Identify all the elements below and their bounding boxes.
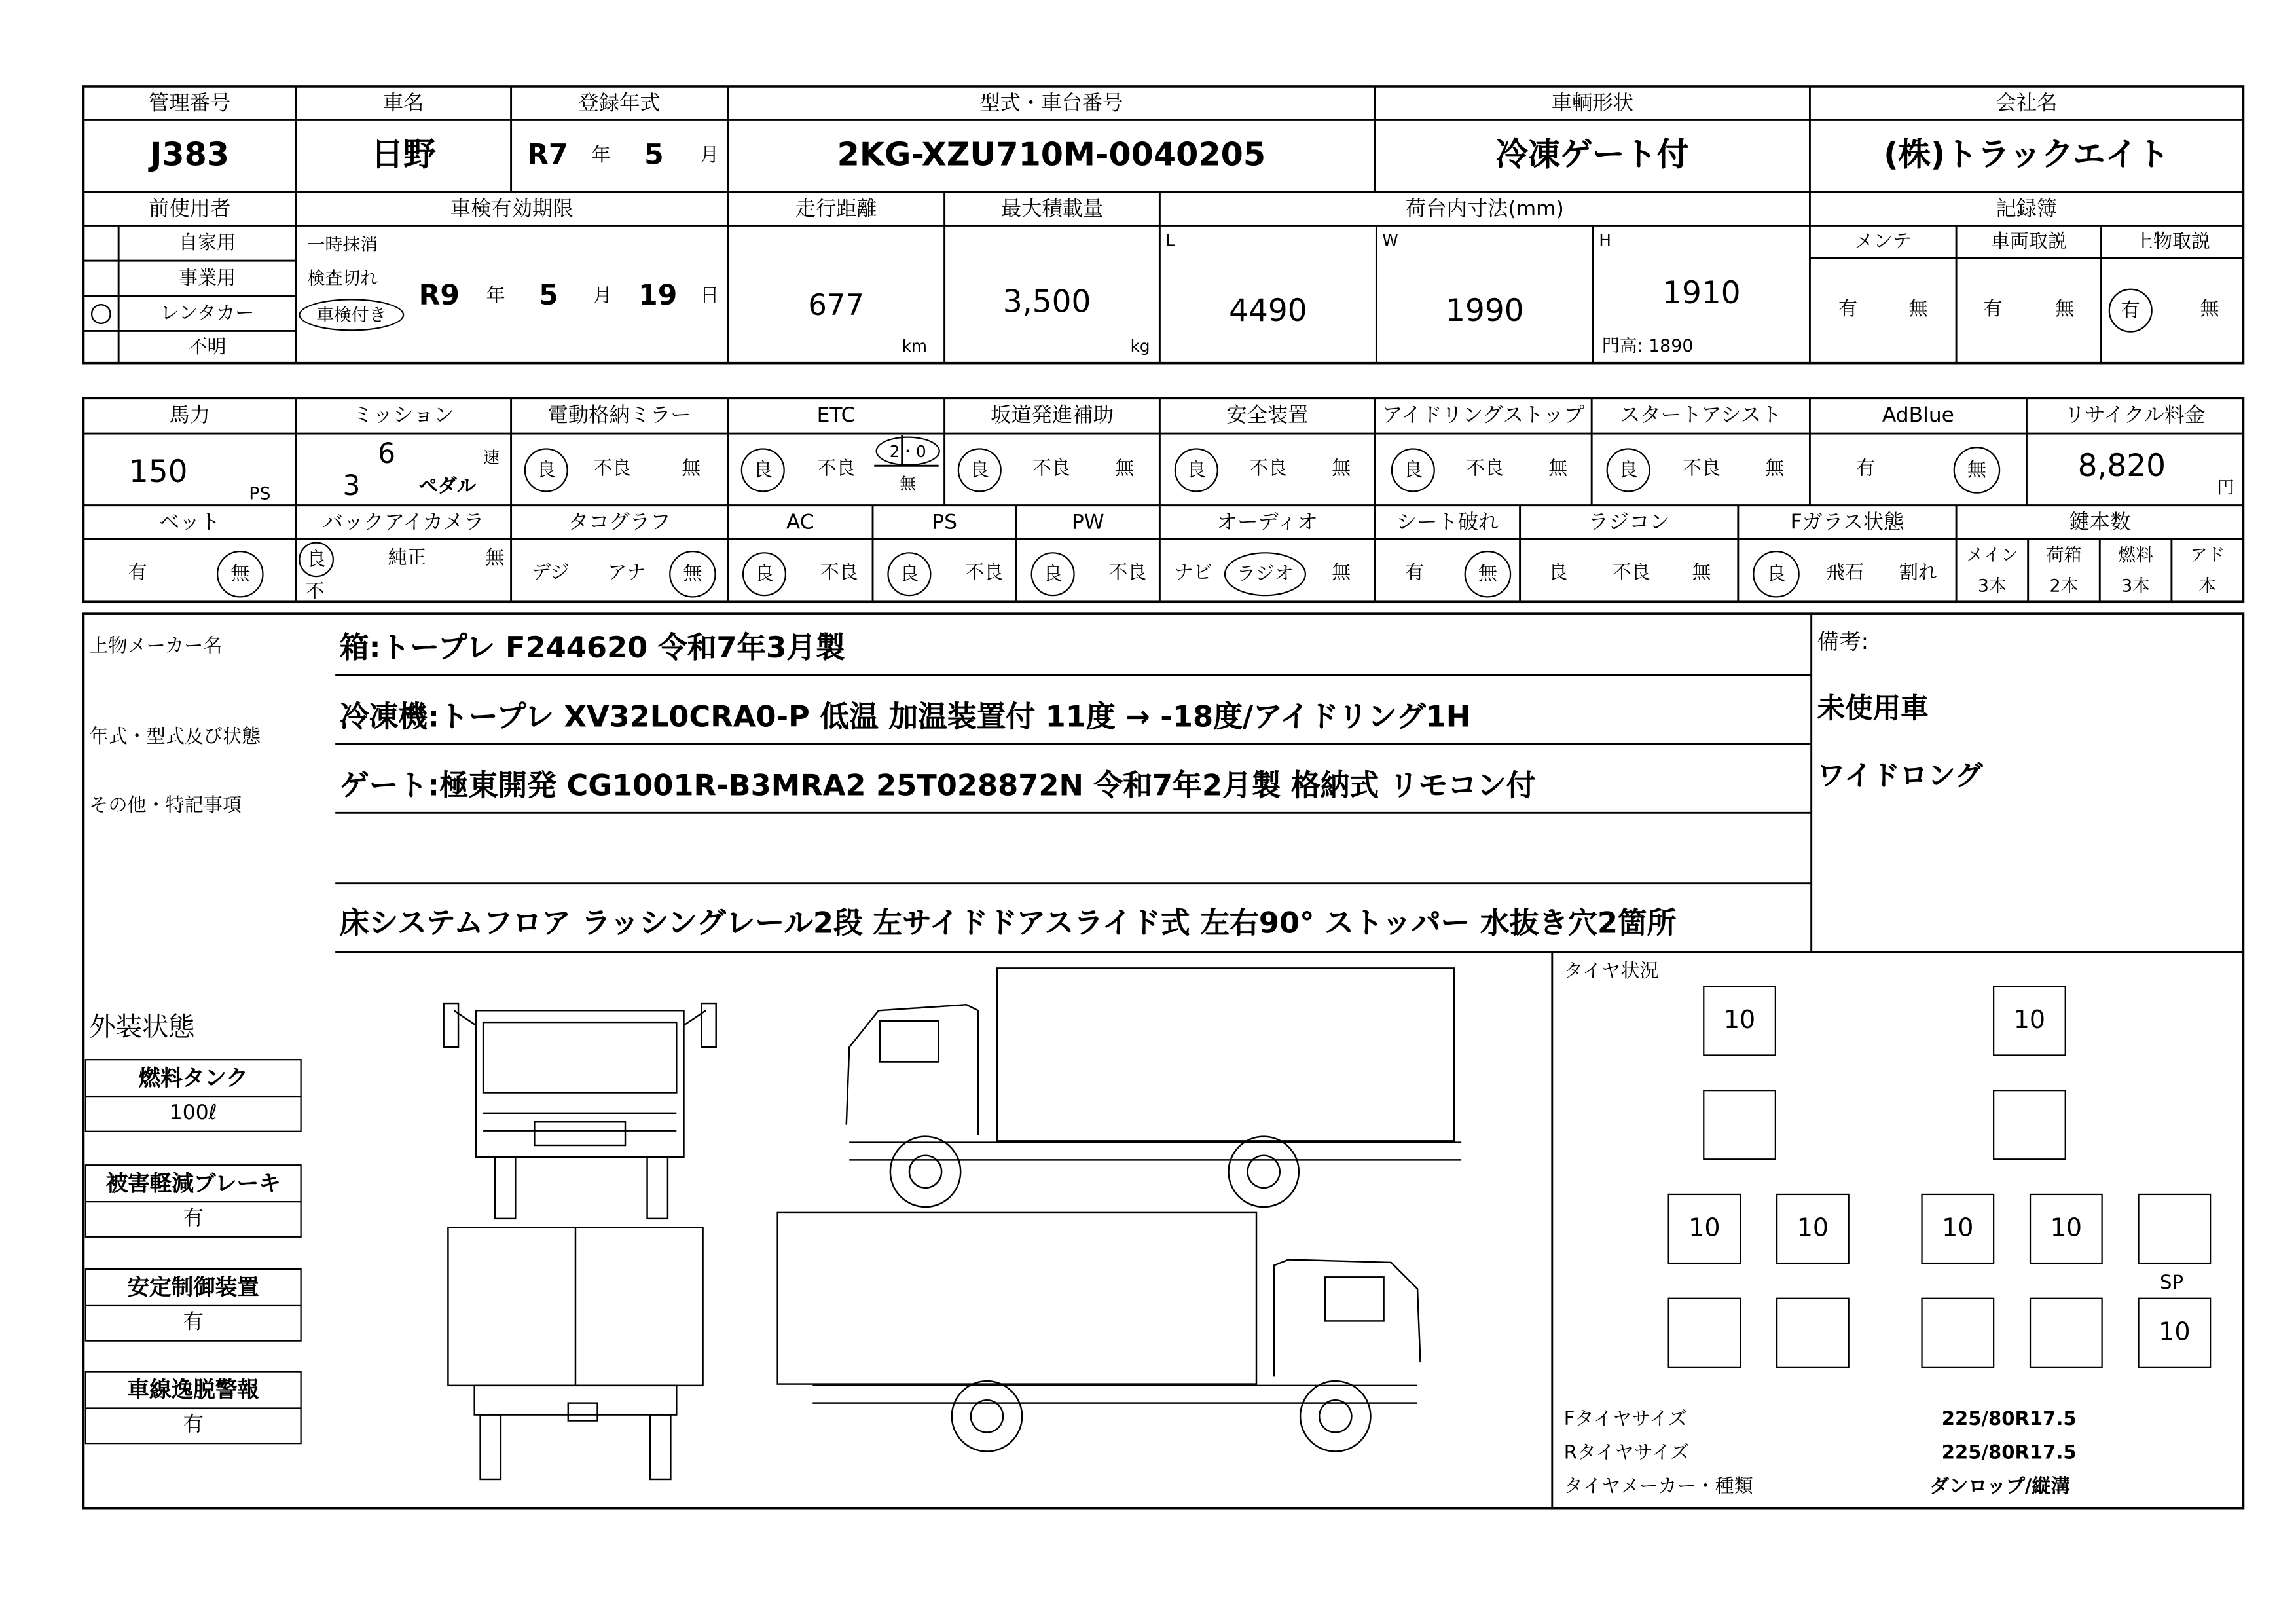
tire-box [1776, 1298, 1850, 1368]
header-records: 記録簿 [1995, 196, 2058, 221]
exterior-item-value: 有 [183, 1310, 204, 1335]
exterior-item-brake [85, 1164, 302, 1238]
reg-month: 5 [644, 138, 664, 171]
hill-none: 無 [1115, 457, 1135, 480]
records-body-no: 無 [2200, 298, 2219, 320]
glass-crack: 割れ [1899, 561, 1938, 584]
camera-genuine: 純正 [388, 547, 426, 569]
model-chassis: 2KG-XZU710M-0040205 [837, 137, 1266, 174]
records-maint-no: 無 [1908, 298, 1928, 320]
biko-line-2: ワイドロング [1817, 759, 1983, 792]
tire-box [2030, 1298, 2103, 1368]
tire-box [1703, 1090, 1776, 1160]
exterior-item-label: 安定制御装置 [86, 1270, 301, 1306]
truck-diagrams [444, 968, 1461, 1479]
records-header-body-manual: 上物取説 [2134, 231, 2211, 253]
user-type-business: 事業用 [178, 267, 236, 289]
seat-no: 無 [1465, 551, 1512, 598]
pw-good: 良 [1031, 552, 1075, 596]
hp-unit: PS [249, 483, 271, 504]
insp-year-unit: 年 [486, 285, 505, 307]
audio-navi: ナビ [1174, 561, 1212, 584]
mileage: 677 [808, 287, 864, 323]
exterior-title: 外装状態 [89, 1012, 195, 1043]
tire-title: タイヤ状況 [1563, 960, 1659, 982]
adblue-no: 無 [1954, 447, 2001, 494]
insp-day-unit: 日 [700, 285, 720, 307]
pw-bad: 不良 [1108, 561, 1147, 584]
header-ac: AC [786, 510, 814, 534]
exterior-item-value: 100ℓ [169, 1101, 217, 1125]
header-safety: 安全装置 [1226, 404, 1309, 428]
header-camera: バックアイカメラ [322, 510, 484, 534]
tire-box: 10 [1703, 986, 1776, 1056]
header-keys: 鍵本数 [2069, 510, 2131, 534]
keys-cargo: 2本 [2049, 575, 2079, 597]
keys-header-main: メイン [1965, 545, 2018, 566]
keys-main: 3本 [1977, 575, 2007, 597]
glass-chip: 飛石 [1826, 561, 1865, 584]
pedals-unit: ペダル [418, 475, 476, 498]
idle-bad: 不良 [1465, 457, 1504, 480]
tire-f-size-label: Fタイヤサイズ [1563, 1408, 1687, 1431]
label-year-model-state: 年式・型式及び状態 [89, 726, 261, 748]
mirror-bad: 不良 [592, 457, 631, 480]
header-management-no: 管理番号 [149, 91, 231, 115]
header-ps: PS [932, 510, 958, 534]
ac-good: 良 [742, 552, 786, 596]
records-header-maint: メンテ [1854, 231, 1912, 253]
remark-line-refrigerator: 冷凍機:トープレ XV32L0CRA0-P 低温 加温装置付 11度 → -18度/アイドリング1H [339, 698, 1471, 734]
selected-mark: ○ [89, 297, 113, 328]
hill-bad: 不良 [1032, 457, 1070, 480]
gears-unit: 速 [483, 447, 500, 467]
radicon-good: 良 [1548, 561, 1568, 584]
records-manual-no: 無 [2055, 298, 2075, 320]
header-etc: ETC [816, 404, 856, 428]
header-radicon: ラジコン [1588, 510, 1670, 534]
glass-good: 良 [1753, 551, 1800, 598]
camera-good: 良 [299, 542, 334, 578]
tire-box: 10 [1776, 1194, 1850, 1264]
remark-line-floor: 床システムフロア ラッシングレール2段 左サイドドアスライド式 左右90° ストッパー 水抜き穴2箇所 [339, 905, 1677, 940]
mileage-unit: km [902, 336, 927, 356]
remark-line-box: 箱:トープレ F244620 令和7年3月製 [339, 629, 845, 665]
start-good: 良 [1607, 448, 1650, 492]
audio-radio: ラジオ [1224, 552, 1306, 596]
hill-good: 良 [958, 448, 1002, 492]
tire-box: 10 [1993, 986, 2066, 1056]
header-mileage: 走行距離 [795, 196, 877, 221]
idle-none: 無 [1548, 457, 1568, 480]
adblue-yes: 有 [1855, 457, 1875, 480]
label-other-notes: その他・特記事項 [89, 794, 242, 817]
header-reg-year: 登録年式 [578, 91, 661, 115]
header-mirror: 電動格納ミラー [547, 404, 691, 428]
records-body-yes: 有 [2109, 289, 2153, 333]
tire-box: 10 [1921, 1194, 1994, 1264]
records-manual-yes: 有 [1983, 298, 2003, 320]
keys-adblue: 本 [2198, 575, 2217, 597]
keys-header-adblue: アド [2189, 545, 2225, 566]
company-name: (株)トラックエイト [1884, 137, 2170, 174]
tire-box: 10 [1667, 1194, 1741, 1264]
header-model: 型式・車台番号 [979, 91, 1123, 115]
etc-bad: 不良 [816, 457, 856, 480]
ps-good: 良 [887, 552, 931, 596]
mirror-none: 無 [682, 457, 701, 480]
label-body-maker: 上物メーカー名 [89, 635, 223, 657]
insp-day: 19 [638, 279, 678, 312]
records-maint-yes: 有 [1838, 298, 1858, 320]
keys-header-fuel: 燃料 [2118, 545, 2153, 566]
safety-none: 無 [1332, 457, 1351, 480]
header-pw: PW [1071, 510, 1104, 534]
start-none: 無 [1765, 457, 1785, 480]
header-cargo-dim: 荷台内寸法(mm) [1405, 196, 1564, 221]
audio-none: 無 [1332, 561, 1351, 584]
reg-year: R7 [527, 138, 568, 171]
header-bed: ベット [158, 510, 221, 534]
tire-box-spare: 10 [2138, 1298, 2211, 1368]
reg-year-unit: 年 [591, 144, 611, 166]
mirror-good: 良 [524, 448, 568, 492]
max-load: 3,500 [1002, 283, 1091, 319]
header-adblue: AdBlue [1882, 404, 1954, 428]
dim-l-value: 4490 [1229, 292, 1307, 327]
biko-label: 備考: [1817, 627, 1869, 654]
user-type-unknown: 不明 [188, 336, 227, 358]
header-mission: ミッション [352, 404, 454, 428]
header-shape: 車輌形状 [1551, 91, 1633, 115]
header-company: 会社名 [1995, 91, 2058, 115]
bed-no: 無 [217, 551, 264, 598]
etc-type: 2・0 [875, 437, 939, 466]
tire-sp-label: SP [2159, 1272, 2183, 1295]
bed-yes: 有 [128, 561, 147, 584]
tire-r-size-label: Rタイヤサイズ [1563, 1441, 1690, 1464]
idle-good: 良 [1391, 448, 1435, 492]
radicon-none: 無 [1692, 561, 1711, 584]
biko-line-1: 未使用車 [1817, 692, 1929, 724]
exterior-item-label: 被害軽減ブレーキ [86, 1166, 301, 1202]
tire-box [1921, 1298, 1994, 1368]
remark-line-gate: ゲート:極東開発 CG1001R-B3MRA2 25T028872N 令和7年2月製 格納式 リモコン付 [339, 767, 1536, 803]
dim-l-label: L [1165, 231, 1175, 250]
insp-opt-valid: 車検付き [299, 299, 404, 331]
ac-bad: 不良 [820, 561, 858, 584]
insp-opt-expired: 検査切れ [307, 268, 378, 289]
tire-maker: ダンロップ/縦溝 [1929, 1475, 2070, 1498]
tire-box [1993, 1090, 2066, 1160]
exterior-item-fuel [85, 1059, 302, 1132]
exterior-item-value: 有 [183, 1413, 204, 1437]
header-glass: Fガラス状態 [1790, 510, 1904, 534]
vehicle-shape: 冷凍ゲート付 [1495, 137, 1689, 174]
recycle-unit: 円 [2217, 477, 2235, 498]
user-type-rental: レンタカー [160, 302, 255, 325]
header-recycle: リサイクル料金 [2064, 404, 2206, 428]
car-name: 日野 [371, 137, 436, 174]
reg-month-unit: 月 [700, 144, 720, 166]
exterior-item-value: 有 [183, 1206, 204, 1230]
records-header-manual: 車両取説 [1990, 231, 2067, 253]
hp-value: 150 [128, 453, 188, 489]
safety-bad: 不良 [1248, 457, 1287, 480]
tire-box [2138, 1194, 2211, 1264]
etc-good: 良 [741, 448, 785, 492]
radicon-bad: 不良 [1612, 561, 1650, 584]
camera-bad: 不 [305, 580, 325, 603]
exterior-item-label: 車線逸脱警報 [86, 1373, 301, 1409]
dim-w-label: W [1382, 231, 1398, 250]
tire-r-size: 225/80R17.5 [1941, 1441, 2077, 1464]
dim-w-value: 1990 [1446, 292, 1524, 327]
insp-month-unit: 月 [592, 285, 612, 307]
max-load-unit: kg [1130, 336, 1150, 356]
header-prev-user: 前使用者 [149, 196, 231, 221]
exterior-item-label: 燃料タンク [86, 1060, 301, 1097]
header-audio: オーディオ [1216, 510, 1318, 534]
header-start-assist: スタートアシスト [1620, 404, 1782, 428]
insp-year: R9 [418, 279, 460, 312]
etc-none: 無 [900, 473, 916, 493]
header-car-name: 車名 [382, 91, 424, 115]
exterior-item-lane [85, 1371, 302, 1444]
gears-value: 6 [378, 437, 396, 470]
start-bad: 不良 [1682, 457, 1721, 480]
header-idle-stop: アイドリングストップ [1382, 404, 1584, 428]
tire-maker-label: タイヤメーカー・種類 [1563, 1475, 1753, 1498]
header-hp: 馬力 [169, 404, 210, 428]
dim-h-value: 1910 [1662, 274, 1741, 310]
ps-bad: 不良 [964, 561, 1004, 584]
management-no: J383 [150, 137, 230, 174]
gate-height: 門高: 1890 [1601, 335, 1694, 356]
insp-opt-temporary: 一時抹消 [307, 234, 378, 255]
taco-none: 無 [669, 551, 716, 598]
keys-header-cargo: 荷箱 [2046, 545, 2082, 566]
pedals-value: 3 [342, 469, 361, 502]
seat-yes: 有 [1404, 561, 1425, 584]
exterior-item-stability [85, 1268, 302, 1342]
insp-month: 5 [539, 279, 558, 312]
user-type-private: 自家用 [178, 232, 236, 255]
tire-f-size: 225/80R17.5 [1941, 1408, 2077, 1431]
header-seat: シート破れ [1396, 510, 1499, 534]
taco-analog: アナ [608, 561, 646, 584]
camera-none: 無 [485, 547, 505, 569]
taco-digital: デジ [532, 561, 570, 584]
tire-box: 10 [2030, 1194, 2103, 1264]
header-max-load: 最大積載量 [1000, 196, 1104, 221]
tire-box [1667, 1298, 1741, 1368]
header-hill-assist: 坂道発進補助 [991, 404, 1114, 428]
recycle-fee: 8,820 [2077, 447, 2166, 483]
dim-h-label: H [1599, 231, 1611, 250]
header-taco: タコグラフ [568, 510, 671, 534]
keys-fuel: 3本 [2121, 575, 2151, 597]
safety-good: 良 [1175, 448, 1218, 492]
header-inspection: 車検有効期限 [450, 196, 574, 221]
